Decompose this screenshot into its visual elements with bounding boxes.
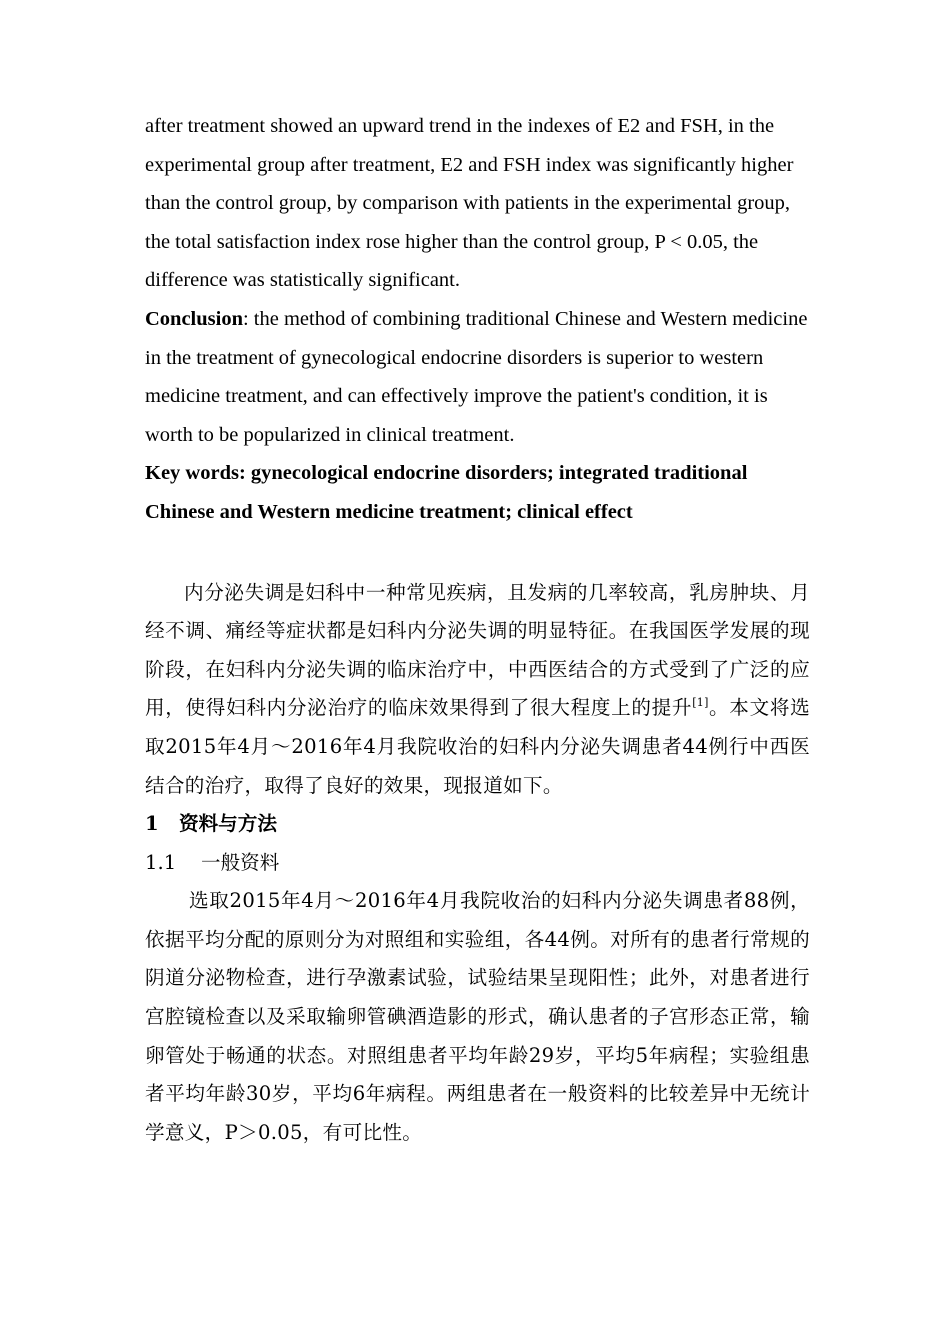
conclusion-text: : the method of combining traditional Chinese and Western medicine in the treatment of gynecological endocrine disorders is superior to western medicine treatment, and can effectively improve the patient's condition, it is worth to be popularized in clinical treatment. bbox=[145, 307, 808, 446]
subsection-heading bbox=[145, 844, 810, 883]
intro-paragraph bbox=[145, 574, 810, 806]
abstract-results-text: after treatment showed an upward trend in the indexes of E2 and FSH, in the experimental group after treatment, E2 and FSH index was significantly higher than the control group, by comparison with patients in the experimental group, the total satisfaction index rose higher than the control group, P < 0.05, the difference was statistically significant. bbox=[145, 115, 794, 292]
subsection-number: 1.1 bbox=[145, 850, 177, 874]
section-number: 1 bbox=[145, 812, 159, 836]
intro-text-continued: 。本文将选取2015年4月～2016年4月我院收治的妇科内分泌失调患者44例行中西医结合的治疗，取得了良好的效果，现报道如下。 bbox=[145, 696, 811, 797]
citation-ref[interactable]: [1] bbox=[692, 696, 709, 710]
abstract-conclusion bbox=[145, 300, 810, 454]
keywords: Key words: gynecological endocrine disorders; integrated traditional Chinese and Western medicine treatment; clinical effect bbox=[145, 462, 748, 523]
document-page bbox=[145, 107, 810, 1152]
conclusion-label: Conclusion bbox=[145, 307, 243, 330]
section-heading bbox=[145, 805, 810, 844]
section-title: 资料与方法 bbox=[179, 812, 277, 836]
subsection-title: 一般资料 bbox=[201, 850, 280, 874]
general-data-paragraph: 选取2015年4月～2016年4月我院收治的妇科内分泌失调患者88例，依据平均分配的原则分为对照组和实验组，各44例。对所有的患者行常规的阴道分泌物检查，进行孕激素试验，试验结果呈现阳性；此外，对患者进行宫腔镜检查以及采取输卵管碘酒造影的形式，确认患者的子宫形态正常，输卵管处于畅通的状态。对照组患者平均年龄29岁，平均5年病程；实验组患者平均年龄30岁，平均6年病程。两组患者在一般资料的比较差异中无统计学意义，P＞0.05，有可比性。 bbox=[145, 889, 810, 1144]
intro-text: 内分泌失调是妇科中一种常见疾病，且发病的几率较高，乳房肿块、月经不调、痛经等症状都是妇科内分泌失调的明显特征。在我国医学发展的现阶段，在妇科内分泌失调的临床治疗中，中西医结合的方式受到了广泛的应用，使得妇科内分泌治疗的临床效果得到了很大程度上的提升 bbox=[145, 580, 810, 720]
spacer bbox=[145, 532, 810, 574]
